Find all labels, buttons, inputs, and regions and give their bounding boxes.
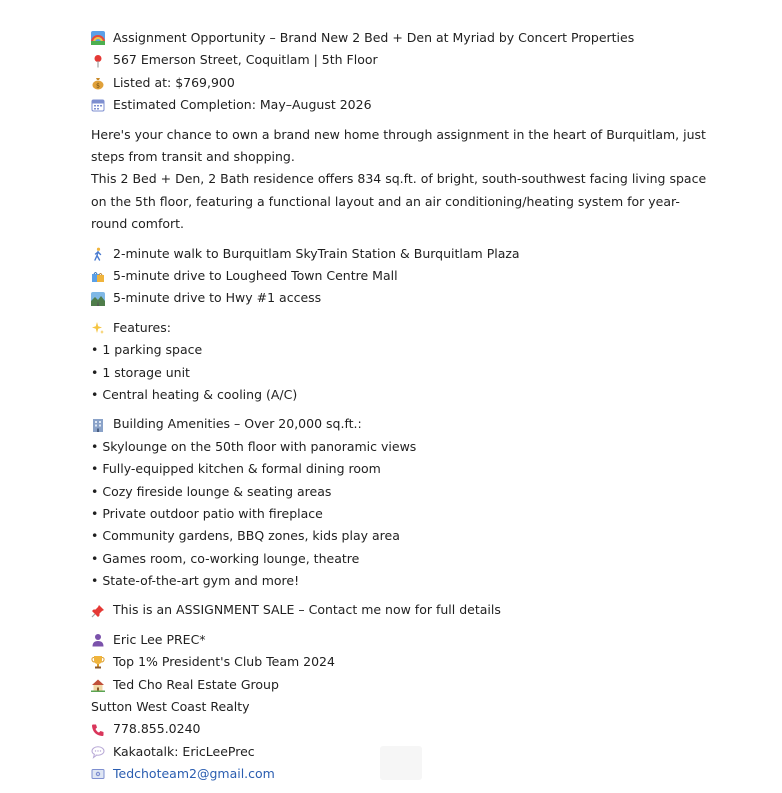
phone-icon <box>91 723 105 737</box>
feature-item-text: • 1 storage unit <box>91 364 190 380</box>
brokerage-line <box>91 696 711 718</box>
amenity-item-text: • Games room, co-working lounge, theatre <box>91 550 360 566</box>
sparkles-icon <box>91 321 105 335</box>
feature-item <box>91 384 711 406</box>
listing-address: 567 Emerson Street, Coquitlam | 5th Floor <box>113 52 378 68</box>
hwy-line <box>91 287 711 309</box>
description-paragraph-2: This 2 Bed + Den, 2 Bath residence offers 834 sq.ft. of bright, south-southwest facing living space on the 5th floor, featuring a functional layout and an air conditioning/heating system for year-round comfort. <box>91 171 707 232</box>
email-icon <box>91 767 105 781</box>
features-heading-line <box>91 317 711 339</box>
house-icon <box>91 678 105 692</box>
listing-completion: Estimated Completion: May–August 2026 <box>113 97 372 113</box>
hwy-text: 5-minute drive to Hwy #1 access <box>113 290 322 306</box>
amenity-item-text: • Cozy fireside lounge & seating areas <box>91 483 332 499</box>
amenity-item-text: • Fully-equipped kitchen & formal dining room <box>91 461 381 477</box>
award-line <box>91 651 711 673</box>
amenity-item-text: • State-of-the-art gym and more! <box>91 573 300 589</box>
walk-text: 2-minute walk to Burquitlam SkyTrain Station & Burquitlam Plaza <box>113 245 520 261</box>
notice-text: This is an ASSIGNMENT SALE – Contact me now for full details <box>113 602 501 618</box>
address-line <box>91 49 711 71</box>
amenity-item <box>91 503 711 525</box>
description <box>91 124 711 236</box>
feature-item <box>91 362 711 384</box>
feature-item <box>91 339 711 361</box>
walk-line <box>91 243 711 265</box>
phone-text: 778.855.0240 <box>113 721 201 737</box>
amenity-item-text: • Skylounge on the 50th floor with panoramic views <box>91 438 417 454</box>
amenity-item <box>91 458 711 480</box>
mall-line <box>91 265 711 287</box>
amenity-item-text: • Community gardens, BBQ zones, kids play area <box>91 528 400 544</box>
money-bag-icon <box>91 76 105 90</box>
completion-line <box>91 94 711 116</box>
listing-post <box>91 27 711 786</box>
listing-price: Listed at: $769,900 <box>113 74 235 90</box>
email-link[interactable]: Tedchoteam2@gmail.com <box>113 766 275 782</box>
shopping-bags-icon <box>91 269 105 283</box>
pin-icon <box>91 54 105 68</box>
amenity-item <box>91 436 711 458</box>
description-paragraph-1: Here's your chance to own a brand new home through assignment in the heart of Burquitlam, just steps from transit and shopping. <box>91 126 706 164</box>
kakao-text: Kakaotalk: EricLeePrec <box>113 743 255 759</box>
faint-overlay-box <box>380 746 422 780</box>
svg-text:$: $ <box>96 82 100 90</box>
title-line <box>91 27 711 49</box>
highway-icon <box>91 292 105 306</box>
mall-text: 5-minute drive to Lougheed Town Centre Mall <box>113 267 398 283</box>
amenity-item <box>91 481 711 503</box>
notice-line <box>91 599 711 621</box>
contact-name: Eric Lee PREC* <box>113 631 206 647</box>
amenity-item <box>91 570 711 592</box>
amenity-item-text: • Private outdoor patio with fireplace <box>91 505 323 521</box>
house-rainbow-icon <box>91 31 105 45</box>
phone-line <box>91 718 711 740</box>
group-line <box>91 674 711 696</box>
brokerage-text: Sutton West Coast Realty <box>91 699 250 715</box>
price-line <box>91 72 711 94</box>
award-text: Top 1% President's Club Team 2024 <box>113 654 335 670</box>
features-heading: Features: <box>113 319 171 335</box>
person-icon <box>91 633 105 647</box>
amenities-heading-line <box>91 413 711 435</box>
speech-bubble-icon <box>91 745 105 759</box>
feature-item-text: • 1 parking space <box>91 342 203 358</box>
walking-person-icon <box>91 247 105 261</box>
building-icon <box>91 418 105 432</box>
pushpin-icon <box>91 604 105 618</box>
calendar-icon <box>91 98 105 112</box>
trophy-icon <box>91 655 105 669</box>
amenity-item <box>91 525 711 547</box>
contact-name-line <box>91 629 711 651</box>
amenities-heading: Building Amenities – Over 20,000 sq.ft.: <box>113 416 362 432</box>
listing-title: Assignment Opportunity – Brand New 2 Bed + Den at Myriad by Concert Properties <box>113 30 635 45</box>
amenity-item <box>91 548 711 570</box>
feature-item-text: • Central heating & cooling (A/C) <box>91 386 298 402</box>
group-text: Ted Cho Real Estate Group <box>113 676 279 692</box>
